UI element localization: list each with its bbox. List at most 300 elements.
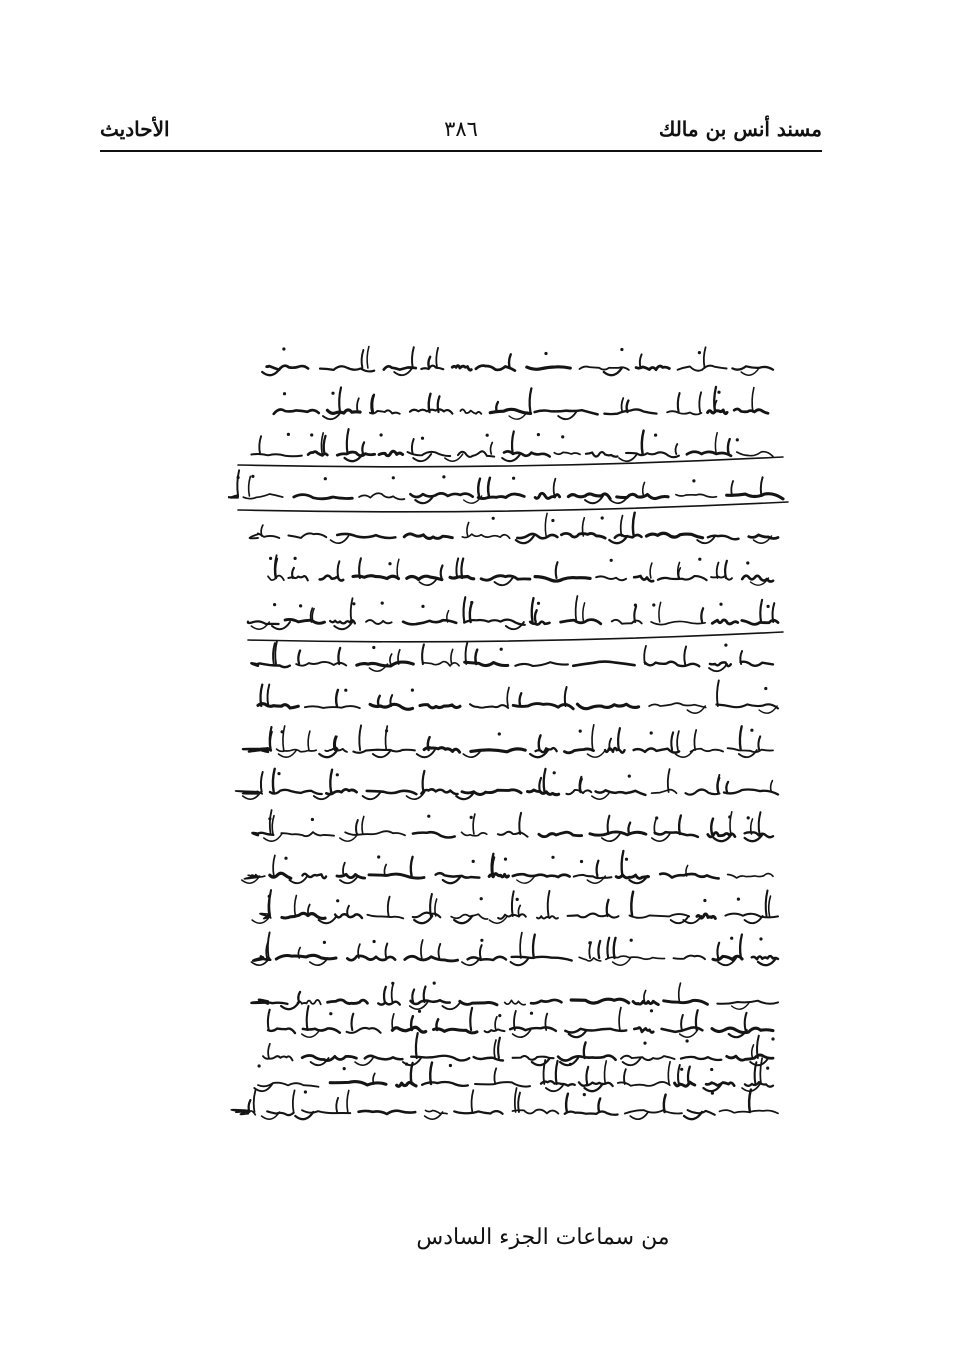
ink-stroke bbox=[410, 493, 472, 497]
ink-stroke bbox=[384, 987, 386, 1002]
ink-stroke bbox=[351, 598, 353, 622]
ink-stroke bbox=[548, 891, 550, 916]
ink-stroke bbox=[716, 704, 778, 708]
ink-stroke bbox=[416, 1033, 418, 1058]
ink-dot bbox=[692, 479, 695, 482]
ink-stroke bbox=[274, 410, 319, 414]
ink-dot bbox=[620, 348, 623, 351]
ink-stroke bbox=[531, 1000, 561, 1003]
ink-stroke bbox=[422, 644, 424, 664]
ink-dot bbox=[304, 1090, 307, 1093]
ink-stroke bbox=[566, 790, 591, 794]
ink-stroke bbox=[362, 350, 364, 368]
ink-stroke bbox=[426, 1110, 448, 1113]
ink-stroke bbox=[740, 935, 742, 959]
ink-stroke bbox=[330, 770, 332, 792]
ink-dot bbox=[630, 939, 633, 942]
ink-stroke bbox=[712, 1028, 773, 1033]
ink-stroke bbox=[367, 791, 417, 794]
ink-stroke bbox=[367, 347, 369, 369]
ink-stroke bbox=[367, 915, 403, 919]
ink-stroke bbox=[583, 603, 585, 622]
ink-dot bbox=[698, 351, 701, 354]
ink-stroke bbox=[533, 935, 535, 958]
ink-stroke bbox=[535, 610, 537, 622]
ink-stroke bbox=[308, 731, 310, 750]
ink-stroke bbox=[740, 726, 742, 750]
ink-stroke bbox=[295, 896, 297, 917]
ink-stroke bbox=[428, 357, 430, 368]
header-rule bbox=[100, 150, 822, 152]
ink-stroke bbox=[293, 1090, 295, 1112]
handwritten-manuscript-illustration bbox=[228, 340, 798, 1140]
ink-dot bbox=[717, 391, 720, 394]
ink-stroke bbox=[357, 398, 359, 412]
ink-stroke bbox=[634, 607, 636, 623]
ink-stroke bbox=[686, 790, 720, 795]
ink-stroke bbox=[470, 604, 472, 623]
ink-dot bbox=[498, 1014, 501, 1017]
ink-dot bbox=[500, 648, 503, 651]
ink-stroke bbox=[504, 451, 550, 456]
ink-stroke bbox=[726, 782, 728, 792]
ink-stroke bbox=[671, 732, 673, 750]
ink-stroke bbox=[717, 943, 719, 958]
ink-stroke bbox=[412, 347, 414, 368]
ink-stroke bbox=[475, 650, 477, 664]
ink-dot bbox=[373, 940, 376, 943]
ink-stroke bbox=[608, 816, 610, 834]
ink-stroke bbox=[604, 409, 656, 414]
ink-dot bbox=[385, 729, 388, 732]
ink-stroke bbox=[711, 819, 713, 834]
ink-stroke bbox=[584, 1042, 586, 1058]
ink-stroke bbox=[369, 874, 424, 878]
ink-stroke bbox=[587, 750, 605, 757]
ink-stroke bbox=[263, 1056, 293, 1060]
ink-stroke bbox=[645, 662, 700, 667]
ink-stroke bbox=[324, 436, 326, 454]
ink-stroke bbox=[687, 452, 731, 456]
ink-stroke bbox=[621, 516, 623, 536]
ink-dot bbox=[273, 603, 276, 606]
ink-stroke bbox=[507, 688, 509, 707]
ink-stroke bbox=[327, 410, 360, 413]
ink-dot bbox=[343, 1067, 346, 1070]
ink-stroke bbox=[337, 534, 395, 538]
ink-stroke bbox=[259, 436, 261, 454]
ink-stroke bbox=[589, 942, 591, 958]
ink-stroke bbox=[392, 1027, 425, 1032]
ink-stroke bbox=[480, 945, 482, 958]
ink-dot bbox=[628, 775, 631, 778]
ink-dot bbox=[433, 982, 436, 985]
ink-stroke bbox=[513, 1030, 531, 1037]
ink-stroke bbox=[258, 1083, 319, 1087]
ink-stroke bbox=[270, 732, 272, 750]
ink-stroke bbox=[684, 647, 686, 665]
ink-stroke bbox=[758, 736, 760, 750]
ink-stroke bbox=[579, 1082, 613, 1086]
ink-stroke bbox=[617, 494, 668, 498]
ink-dot bbox=[251, 475, 254, 478]
ink-stroke bbox=[461, 559, 463, 578]
ink-stroke bbox=[573, 662, 634, 666]
ink-stroke bbox=[630, 1112, 648, 1119]
ink-stroke bbox=[462, 534, 509, 538]
ink-stroke bbox=[249, 476, 251, 496]
ink-stroke bbox=[470, 704, 508, 708]
ink-stroke bbox=[544, 769, 546, 792]
ink-stroke bbox=[769, 896, 771, 916]
ink-stroke bbox=[312, 609, 314, 622]
ink-stroke bbox=[268, 1044, 270, 1058]
ink-dot bbox=[652, 603, 655, 606]
ink-dot bbox=[427, 815, 430, 818]
ink-stroke bbox=[752, 1045, 754, 1058]
ink-stroke bbox=[430, 1063, 432, 1085]
ink-dot bbox=[650, 1009, 653, 1012]
ink-stroke bbox=[539, 735, 541, 750]
ink-stroke bbox=[366, 620, 392, 624]
ink-stroke bbox=[297, 1000, 320, 1004]
ink-stroke bbox=[513, 1056, 554, 1060]
ink-dot bbox=[323, 941, 326, 944]
ink-stroke bbox=[408, 452, 451, 456]
ink-stroke bbox=[236, 791, 263, 794]
ink-stroke bbox=[509, 354, 511, 368]
ink-stroke bbox=[288, 576, 307, 580]
ink-stroke bbox=[678, 393, 680, 412]
ink-stroke bbox=[410, 409, 453, 413]
ink-stroke bbox=[634, 1028, 653, 1033]
ink-stroke bbox=[289, 876, 307, 883]
ink-stroke bbox=[618, 728, 620, 750]
ink-stroke bbox=[481, 576, 530, 581]
ink-stroke bbox=[586, 1067, 588, 1084]
ink-stroke bbox=[619, 1008, 621, 1030]
ink-stroke bbox=[331, 536, 349, 543]
ink-dot bbox=[655, 816, 658, 819]
ink-stroke bbox=[441, 566, 443, 579]
ink-dot bbox=[294, 557, 297, 560]
ink-stroke bbox=[421, 940, 423, 958]
ink-dot bbox=[352, 602, 355, 605]
ink-dot bbox=[392, 476, 395, 479]
ink-stroke bbox=[520, 693, 522, 706]
ink-dot bbox=[583, 1093, 586, 1096]
ink-stroke bbox=[633, 1001, 658, 1004]
ink-stroke bbox=[565, 1112, 618, 1115]
ink-stroke bbox=[285, 619, 324, 623]
ink-dot bbox=[771, 1037, 774, 1040]
ink-stroke bbox=[674, 956, 706, 960]
ink-dot bbox=[277, 772, 280, 775]
ink-stroke bbox=[495, 578, 513, 585]
ink-stroke bbox=[667, 411, 701, 414]
ink-stroke bbox=[248, 621, 279, 624]
ink-stroke bbox=[576, 596, 578, 622]
ink-dot bbox=[268, 895, 271, 898]
ink-dot bbox=[421, 605, 424, 608]
ink-stroke bbox=[539, 832, 582, 836]
ink-stroke bbox=[412, 990, 414, 1003]
ink-stroke bbox=[270, 810, 272, 834]
ink-stroke bbox=[273, 855, 275, 876]
ink-stroke bbox=[678, 366, 727, 371]
ink-dot bbox=[421, 437, 424, 440]
ink-dot bbox=[736, 438, 739, 441]
ink-stroke bbox=[556, 562, 558, 578]
ink-stroke bbox=[405, 956, 458, 961]
ink-stroke bbox=[378, 696, 380, 706]
ink-stroke bbox=[386, 944, 388, 959]
ink-stroke bbox=[510, 1027, 556, 1031]
ink-stroke bbox=[272, 816, 274, 834]
ink-dot bbox=[680, 1068, 683, 1071]
ink-stroke bbox=[596, 790, 646, 795]
ink-stroke bbox=[502, 454, 520, 461]
ink-stroke bbox=[244, 875, 265, 879]
ink-stroke bbox=[466, 643, 468, 665]
ink-stroke bbox=[298, 651, 300, 665]
ink-stroke bbox=[471, 749, 525, 752]
ink-dot bbox=[498, 732, 501, 735]
ink-stroke bbox=[760, 600, 762, 622]
ink-stroke bbox=[428, 737, 430, 750]
ink-stroke bbox=[737, 452, 773, 457]
ink-stroke bbox=[568, 914, 619, 918]
ink-stroke bbox=[724, 789, 778, 794]
ink-stroke bbox=[298, 992, 300, 1002]
ink-stroke bbox=[727, 494, 783, 499]
ink-stroke bbox=[749, 1090, 751, 1112]
ink-stroke bbox=[597, 861, 599, 876]
ink-stroke bbox=[728, 874, 773, 878]
ink-stroke bbox=[302, 1110, 350, 1113]
ink-dot bbox=[388, 562, 391, 565]
ink-stroke bbox=[520, 933, 522, 958]
ink-stroke bbox=[356, 820, 358, 834]
ink-stroke bbox=[627, 401, 629, 412]
ink-stroke bbox=[598, 1099, 600, 1113]
ink-stroke bbox=[231, 1110, 255, 1115]
ink-stroke bbox=[622, 398, 624, 412]
ink-stroke bbox=[528, 790, 559, 795]
ink-stroke bbox=[251, 454, 301, 456]
ink-stroke bbox=[475, 1082, 530, 1086]
ink-stroke bbox=[373, 750, 391, 757]
ink-stroke bbox=[676, 494, 717, 497]
ink-stroke bbox=[421, 789, 457, 794]
ink-dot bbox=[283, 392, 286, 395]
ink-dot bbox=[329, 1012, 332, 1015]
ink-dot bbox=[610, 559, 613, 562]
ink-stroke bbox=[515, 662, 568, 666]
ink-stroke bbox=[378, 1002, 400, 1005]
ink-stroke bbox=[605, 1061, 607, 1084]
ink-stroke bbox=[268, 685, 270, 707]
ink-stroke bbox=[633, 513, 635, 536]
ink-dot bbox=[625, 858, 628, 861]
figure-caption: من سماعات الجزء السادس bbox=[416, 1225, 670, 1250]
ink-dot bbox=[472, 860, 475, 863]
ink-dot bbox=[686, 1039, 689, 1042]
ink-stroke bbox=[513, 704, 573, 709]
ink-dot bbox=[391, 982, 394, 985]
ink-stroke bbox=[261, 772, 263, 792]
ink-stroke bbox=[430, 894, 432, 916]
ink-stroke bbox=[412, 439, 414, 454]
ink-stroke bbox=[338, 561, 340, 578]
ink-stroke bbox=[535, 493, 559, 498]
ink-stroke bbox=[330, 1082, 386, 1085]
ink-dot bbox=[480, 897, 483, 900]
ink-stroke bbox=[771, 781, 773, 792]
ink-dot bbox=[551, 519, 554, 522]
ink-stroke bbox=[451, 649, 453, 664]
ink-dot bbox=[719, 603, 722, 606]
ink-stroke bbox=[598, 941, 600, 958]
ink-stroke bbox=[275, 641, 277, 664]
ink-stroke bbox=[462, 790, 521, 795]
ink-stroke bbox=[564, 749, 593, 753]
ink-stroke bbox=[305, 706, 360, 708]
ink-stroke bbox=[752, 956, 778, 959]
ink-stroke bbox=[411, 1063, 413, 1084]
ink-stroke bbox=[347, 956, 395, 960]
ink-stroke bbox=[511, 958, 529, 965]
ink-stroke bbox=[267, 1111, 294, 1115]
ink-stroke bbox=[749, 535, 778, 539]
ink-stroke bbox=[631, 892, 633, 916]
ink-dot bbox=[331, 392, 334, 395]
ink-stroke bbox=[704, 347, 706, 368]
page-number: ٣٨٦ bbox=[444, 117, 478, 141]
ink-stroke bbox=[643, 482, 645, 496]
ink-stroke bbox=[664, 1095, 666, 1112]
ink-stroke bbox=[624, 1069, 626, 1084]
ink-dot bbox=[650, 731, 653, 734]
ink-stroke bbox=[261, 525, 263, 536]
ink-stroke bbox=[614, 938, 616, 958]
ink-dot bbox=[281, 730, 284, 733]
ink-stroke bbox=[652, 790, 677, 794]
ink-stroke bbox=[515, 1088, 517, 1112]
ink-stroke bbox=[732, 366, 773, 369]
ink-stroke bbox=[650, 563, 652, 578]
ink-dot bbox=[287, 433, 290, 436]
ink-stroke bbox=[505, 1000, 526, 1004]
ink-stroke bbox=[512, 891, 514, 916]
ink-stroke bbox=[679, 816, 681, 835]
ink-stroke bbox=[715, 433, 717, 454]
ink-stroke bbox=[649, 703, 706, 707]
ink-stroke bbox=[494, 1040, 496, 1058]
ink-stroke bbox=[530, 388, 532, 412]
ink-stroke bbox=[388, 897, 390, 916]
ink-stroke bbox=[347, 429, 349, 454]
ink-stroke bbox=[320, 576, 344, 581]
ink-stroke bbox=[270, 790, 322, 794]
ink-dot bbox=[737, 898, 740, 901]
ink-dot bbox=[299, 604, 302, 607]
ink-stroke bbox=[467, 523, 469, 537]
ink-stroke bbox=[498, 1038, 500, 1058]
ink-stroke bbox=[760, 1058, 762, 1084]
ink-dot bbox=[516, 898, 519, 901]
ink-stroke bbox=[423, 662, 460, 666]
ink-stroke bbox=[336, 690, 338, 706]
ink-dot bbox=[405, 1063, 408, 1066]
ink-dot bbox=[759, 937, 762, 940]
ink-stroke bbox=[717, 681, 719, 707]
ink-stroke bbox=[495, 1017, 497, 1030]
ink-stroke bbox=[592, 725, 594, 750]
ink-stroke bbox=[561, 620, 601, 624]
ink-dot bbox=[537, 433, 540, 436]
ink-dot bbox=[530, 1012, 533, 1015]
ink-stroke bbox=[590, 832, 646, 835]
ink-stroke bbox=[353, 750, 414, 753]
ink-stroke bbox=[694, 730, 696, 750]
ink-stroke bbox=[717, 1001, 778, 1004]
ink-dot bbox=[258, 1064, 261, 1067]
ink-stroke bbox=[654, 819, 656, 834]
section-title: الأحاديث bbox=[100, 117, 170, 141]
ink-stroke bbox=[626, 452, 679, 457]
ink-stroke bbox=[390, 654, 392, 664]
ink-stroke bbox=[655, 832, 698, 837]
ink-dot bbox=[310, 433, 313, 436]
ink-stroke bbox=[359, 1111, 416, 1114]
ink-dot bbox=[747, 816, 750, 819]
ink-stroke bbox=[478, 479, 480, 496]
ink-stroke bbox=[527, 367, 571, 369]
ink-stroke bbox=[423, 771, 425, 792]
ink-stroke bbox=[456, 558, 458, 578]
ink-dot bbox=[470, 816, 473, 819]
ink-stroke bbox=[472, 1090, 474, 1112]
ink-stroke bbox=[488, 478, 490, 496]
ink-dot bbox=[269, 557, 272, 560]
ink-stroke bbox=[545, 513, 547, 536]
ink-dot bbox=[710, 1068, 713, 1071]
ink-stroke bbox=[761, 477, 763, 496]
ink-stroke bbox=[659, 602, 661, 622]
ink-stroke bbox=[512, 431, 514, 454]
ink-stroke bbox=[537, 916, 558, 918]
ink-stroke bbox=[302, 1030, 320, 1037]
ink-stroke bbox=[699, 392, 701, 412]
ink-stroke bbox=[397, 559, 399, 578]
ink-stroke bbox=[491, 443, 493, 455]
ink-stroke bbox=[558, 412, 576, 419]
ink-stroke bbox=[268, 1010, 270, 1030]
ink-stroke bbox=[730, 812, 732, 834]
ink-stroke bbox=[745, 1013, 747, 1030]
ink-stroke bbox=[565, 1029, 626, 1033]
ink-stroke bbox=[478, 494, 524, 499]
ink-stroke bbox=[677, 731, 679, 750]
ink-stroke bbox=[228, 495, 238, 498]
ink-stroke bbox=[417, 750, 435, 757]
ink-stroke bbox=[679, 568, 681, 578]
ink-stroke bbox=[658, 576, 707, 580]
ink-stroke bbox=[404, 534, 452, 539]
ink-stroke bbox=[577, 704, 638, 709]
ink-dot bbox=[579, 730, 582, 733]
